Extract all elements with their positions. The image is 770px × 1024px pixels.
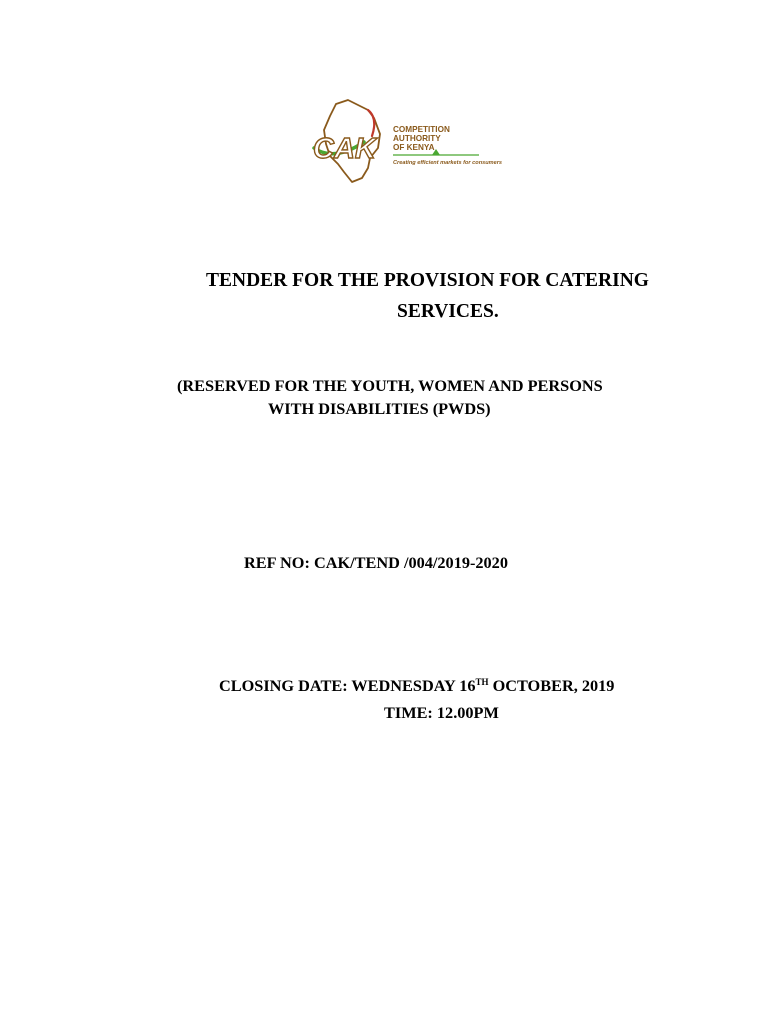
closing-date [219,676,614,696]
reserved-note-line1: (RESERVED FOR THE YOUTH, WOMEN AND PERSONS [177,376,603,395]
logo-tagline: Creating efficient markets for consumers [393,160,503,166]
closing-date-suffix: OCTOBER, 2019 [488,676,615,695]
document-title-line1: TENDER FOR THE PROVISION FOR CATERING [206,270,649,291]
logo-name-line2: AUTHORITY [393,134,441,143]
reserved-note-line2: WITH DISABILITIES (PWDS) [268,399,491,418]
logo-name-line1: COMPETITION [393,125,450,134]
closing-time: TIME: 12.00PM [384,703,499,722]
closing-date-ordinal: TH [475,677,489,687]
closing-date-prefix: CLOSING DATE: WEDNESDAY 16 [219,676,476,695]
cak-logo [308,96,503,184]
logo-letters: CAK [313,133,376,165]
logo-name-line3: OF KENYA [393,143,435,152]
reference-number: REF NO: CAK/TEND /004/2019-2020 [244,553,508,572]
document-title-line2: SERVICES. [397,301,499,322]
